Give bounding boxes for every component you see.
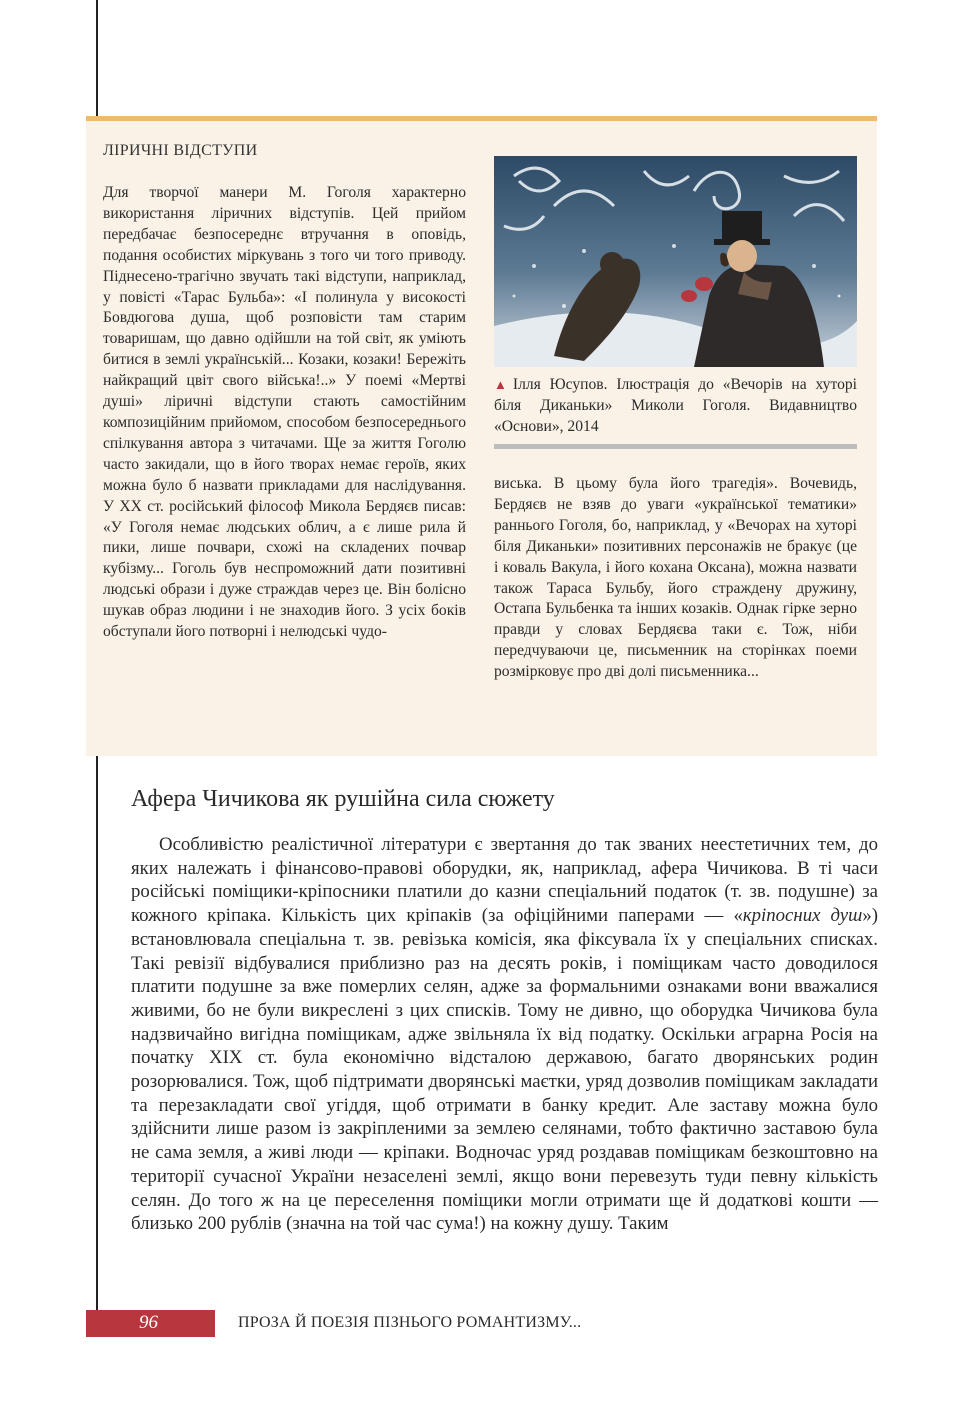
running-title: ПРОЗА Й ПОЕЗІЯ ПІЗНЬОГО РОМАНТИЗМУ... (238, 1314, 582, 1331)
sidebar-left-column (103, 183, 466, 643)
section-heading: Афера Чичикова як рушійна сила сюжету (131, 786, 555, 812)
sidebar-right-text: виська. В цьому була його трагедія». Вочевидь, Бердяєв не взяв до уваги «української тематики» раннього Гоголя, бо, наприклад, у «Вечорах на хуторі біля Диканьки» позитивних персонажів не бракує (це і коваль Вакула, і його кохана Оксана), можна назвати також Тараса Бульбу, його страждену дружину, Остапа Бульбенка та інших козаків. Однак гірке зерно правди у словах Бердяєва таки є. Тож, ніби передчуваючи це, письменник на сторінках поеми розмірковує про дві долі письменника... (494, 475, 857, 681)
sidebar-title: ЛІРИЧНІ ВІДСТУПИ (103, 142, 258, 159)
sidebar-left-text: Для творчої манери М. Гоголя характерно використання ліричних відступів. Цей прийом передбачає безпосереднє втручання в оповідь, подання особистих міркувань з того чи того приводу. Піднесено-трагічно звучать такі відступи, наприклад, у повісті «Тарас Бульба»: «І полинула у високості Бовдюгова душа, щоб розповісти там старим товаришам, що давно одійшли на той світ, як уміють битися в землі українській... Козаки, козаки! Бережіть найкращий цвіт свого війська!..» У поемі «Мертві душі» ліричні відступи стають самостійним композиційним прийомом, способом безпосереднього спілкування автора з читачами. Ще за життя Гоголю часто закидали, що в його творах немає героїв, яких можна було б назвати прикладами для наслідування. У ХХ ст. російський філософ Микола Бердяєв писав: «У Гоголя немає людських облич, а є лише рила й пики, лише почвари, схожі на складених почвар кубізму... Гоголь був неспроможний дати позитивні людські образи і дуже страждав через це. Він болісно шукав образ людини і не знаходив його. З усіх боків обступали його потворні і нелюдські чудо- (103, 184, 466, 641)
body-text-part-2: ») встановлювала спеціальна т. зв. ревізька комісія, яка фіксувала їх у спеціальних списках. Такі ревізії відбувалися приблизно раз на десять років, і поміщикам часто доводилося платити подушне за вже померлих селян, адже за формальними ознаками вони вважалися живими, бо не були викреслені з цих списків. Тому не дивно, що оборудка Чичикова була надзвичайно вигідна поміщикам, адже звільняла їх від податку. Оскільки аграрна Росія на початку ХІХ ст. була економічно відсталою державою, багато дворянських родин розорювалися. Тож, щоб підтримати дворянські маєтки, уряд дозволив поміщикам закладати та перезакладати свої угіддя, щоб отримати в банку кредит. Але заставу можна було здійснити лише разом із закріпленими за землею селянами, тобто фактично заставою була не сама земля, а живі люди — кріпаки. Водночас уряд роздавав поміщикам безкоштовно на території сучасної України незаселені землі, якщо вони перевезуть туди певну кількість селян. До того ж на це переселення поміщики могли отримати ще й додаткові кошти — близько 200 рублів (значна на той час сума!) на кожну душу. Таким (131, 905, 878, 1235)
body-paragraph (131, 833, 878, 1236)
caption-divider (494, 444, 857, 449)
caption-triangle-icon: ▲ (494, 377, 507, 392)
body-text-part-1: Особливістю реалістичної літератури є звертання до так званих неестетичних тем, до яких належать і фінансово-правові оборудки, як, наприклад, афера Чичикова. В ті часи російські поміщики-кріпосники платили до казни спеціальний податок (т. зв. подушне) за кожного кріпака. Кількість цих кріпаків (за офіційними паперами — « (131, 834, 878, 927)
page-number: 96 (139, 1312, 158, 1333)
caption-text: Ілля Юсупов. Ілюстрація до «Вечорів на хуторі біля Диканьки» Миколи Гоголя. Видавництво «Основи», 2014 (494, 376, 857, 435)
margin-rule-bottom (96, 756, 98, 1316)
margin-rule-top (96, 0, 98, 118)
body-italic-term: кріпосних душ (742, 905, 863, 927)
illustration-image (494, 156, 857, 367)
illustration-caption (494, 374, 857, 437)
sidebar-right-column (494, 474, 857, 683)
